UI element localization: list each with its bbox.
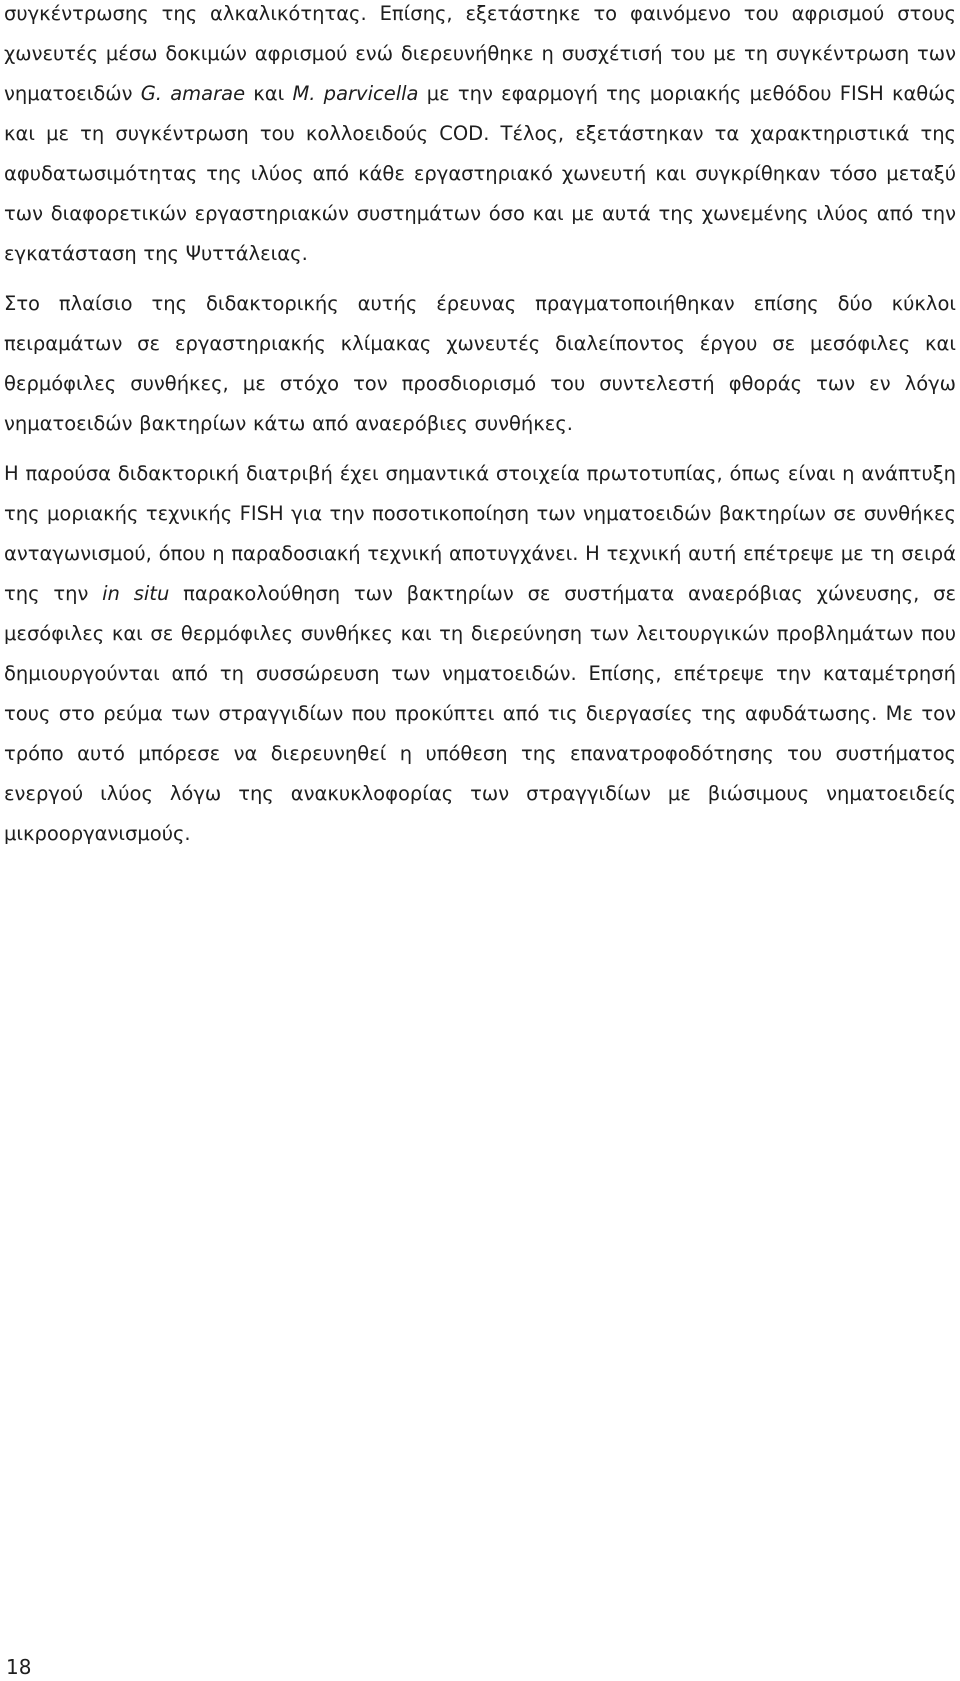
paragraph-1-text: με την εφαρμογή της μοριακής μεθόδου FISH καθώς και με τη συγκέντρωση του κολλοειδούς COD. Τέλος, εξετάστηκαν τα χαρακτηριστικά της αφυδατωσιμότητας της ιλύος από κάθε εργαστηριακό χωνευτή και συγκρίθηκαν τόσο μεταξύ των διαφορετικών εργαστηριακών συστημάτων όσο και με αυτά της χωνεμένης ιλύος από την εγκατάσταση της Ψυττάλειας. bbox=[4, 82, 957, 265]
paragraph-1-text: συγκέντρωσης της αλκαλικότητας. Επίσης, εξετάστηκε το φαινόμενο του αφρισμού στους χωνευτές μέσω δοκιμών αφρισμού ενώ διερευνήθηκε η συσχέτισή του με τη συγκέντρωση των νηματοειδών bbox=[4, 2, 956, 105]
paragraph-1 bbox=[4, 0, 956, 274]
document-body bbox=[4, 0, 956, 854]
species-name-m-parvicella: M. parvicella bbox=[292, 82, 419, 105]
paragraph-1-text: και bbox=[245, 82, 293, 105]
paragraph-3-text: παρακολούθηση των βακτηρίων σε συστήματα αναερόβιας χώνευσης, σε μεσόφιλες και σε θερμόφιλες συνθήκες και τη διερεύνηση των λειτουργικών προβλημάτων που δημιουργούνται από τη συσσώρευση των νηματοειδών. Επίσης, επέτρεψε την καταμέτρησή τους στο ρεύμα των στραγγιδίων που προκύπτει από τις διεργασίες της αφυδάτωσης. Με τον τρόπο αυτό μπόρεσε να διερευνηθεί η υπόθεση της επανατροφοδότησης του συστήματος ενεργού ιλύος λόγω της ανακυκλοφορίας των στραγγιδίων με βιώσιμους νηματοειδείς μικροοργανισμούς. bbox=[4, 582, 956, 845]
in-situ-term: in situ bbox=[102, 582, 170, 605]
paragraph-2-text: Στο πλαίσιο της διδακτορικής αυτής έρευνας πραγματοποιήθηκαν επίσης δύο κύκλοι πειραμάτων σε εργαστηριακής κλίμακας χωνευτές διαλείποντος έργου σε μεσόφιλες και θερμόφιλες συνθήκες, με στόχο τον προσδιορισμό του συντελεστή φθοράς των εν λόγω νηματοειδών βακτηρίων κάτω από αναερόβιες συνθήκες. bbox=[4, 292, 956, 435]
page-number: 18 bbox=[6, 1655, 32, 1679]
species-name-g-amarae: G. amarae bbox=[140, 82, 246, 105]
paragraph-3 bbox=[4, 454, 956, 854]
paragraph-2 bbox=[4, 284, 956, 444]
paragraph-3-text: Η παρούσα διδακτορική διατριβή έχει σημαντικά στοιχεία πρωτοτυπίας, όπως είναι η ανάπτυξη της μοριακής τεχνικής FISH για την ποσοτικοποίηση των νηματοειδών βακτηρίων σε συνθήκες ανταγωνισμού, όπου η παραδοσιακή τεχνική αποτυγχάνει. Η τεχνική αυτή επέτρεψε με τη σειρά της την bbox=[4, 462, 956, 605]
